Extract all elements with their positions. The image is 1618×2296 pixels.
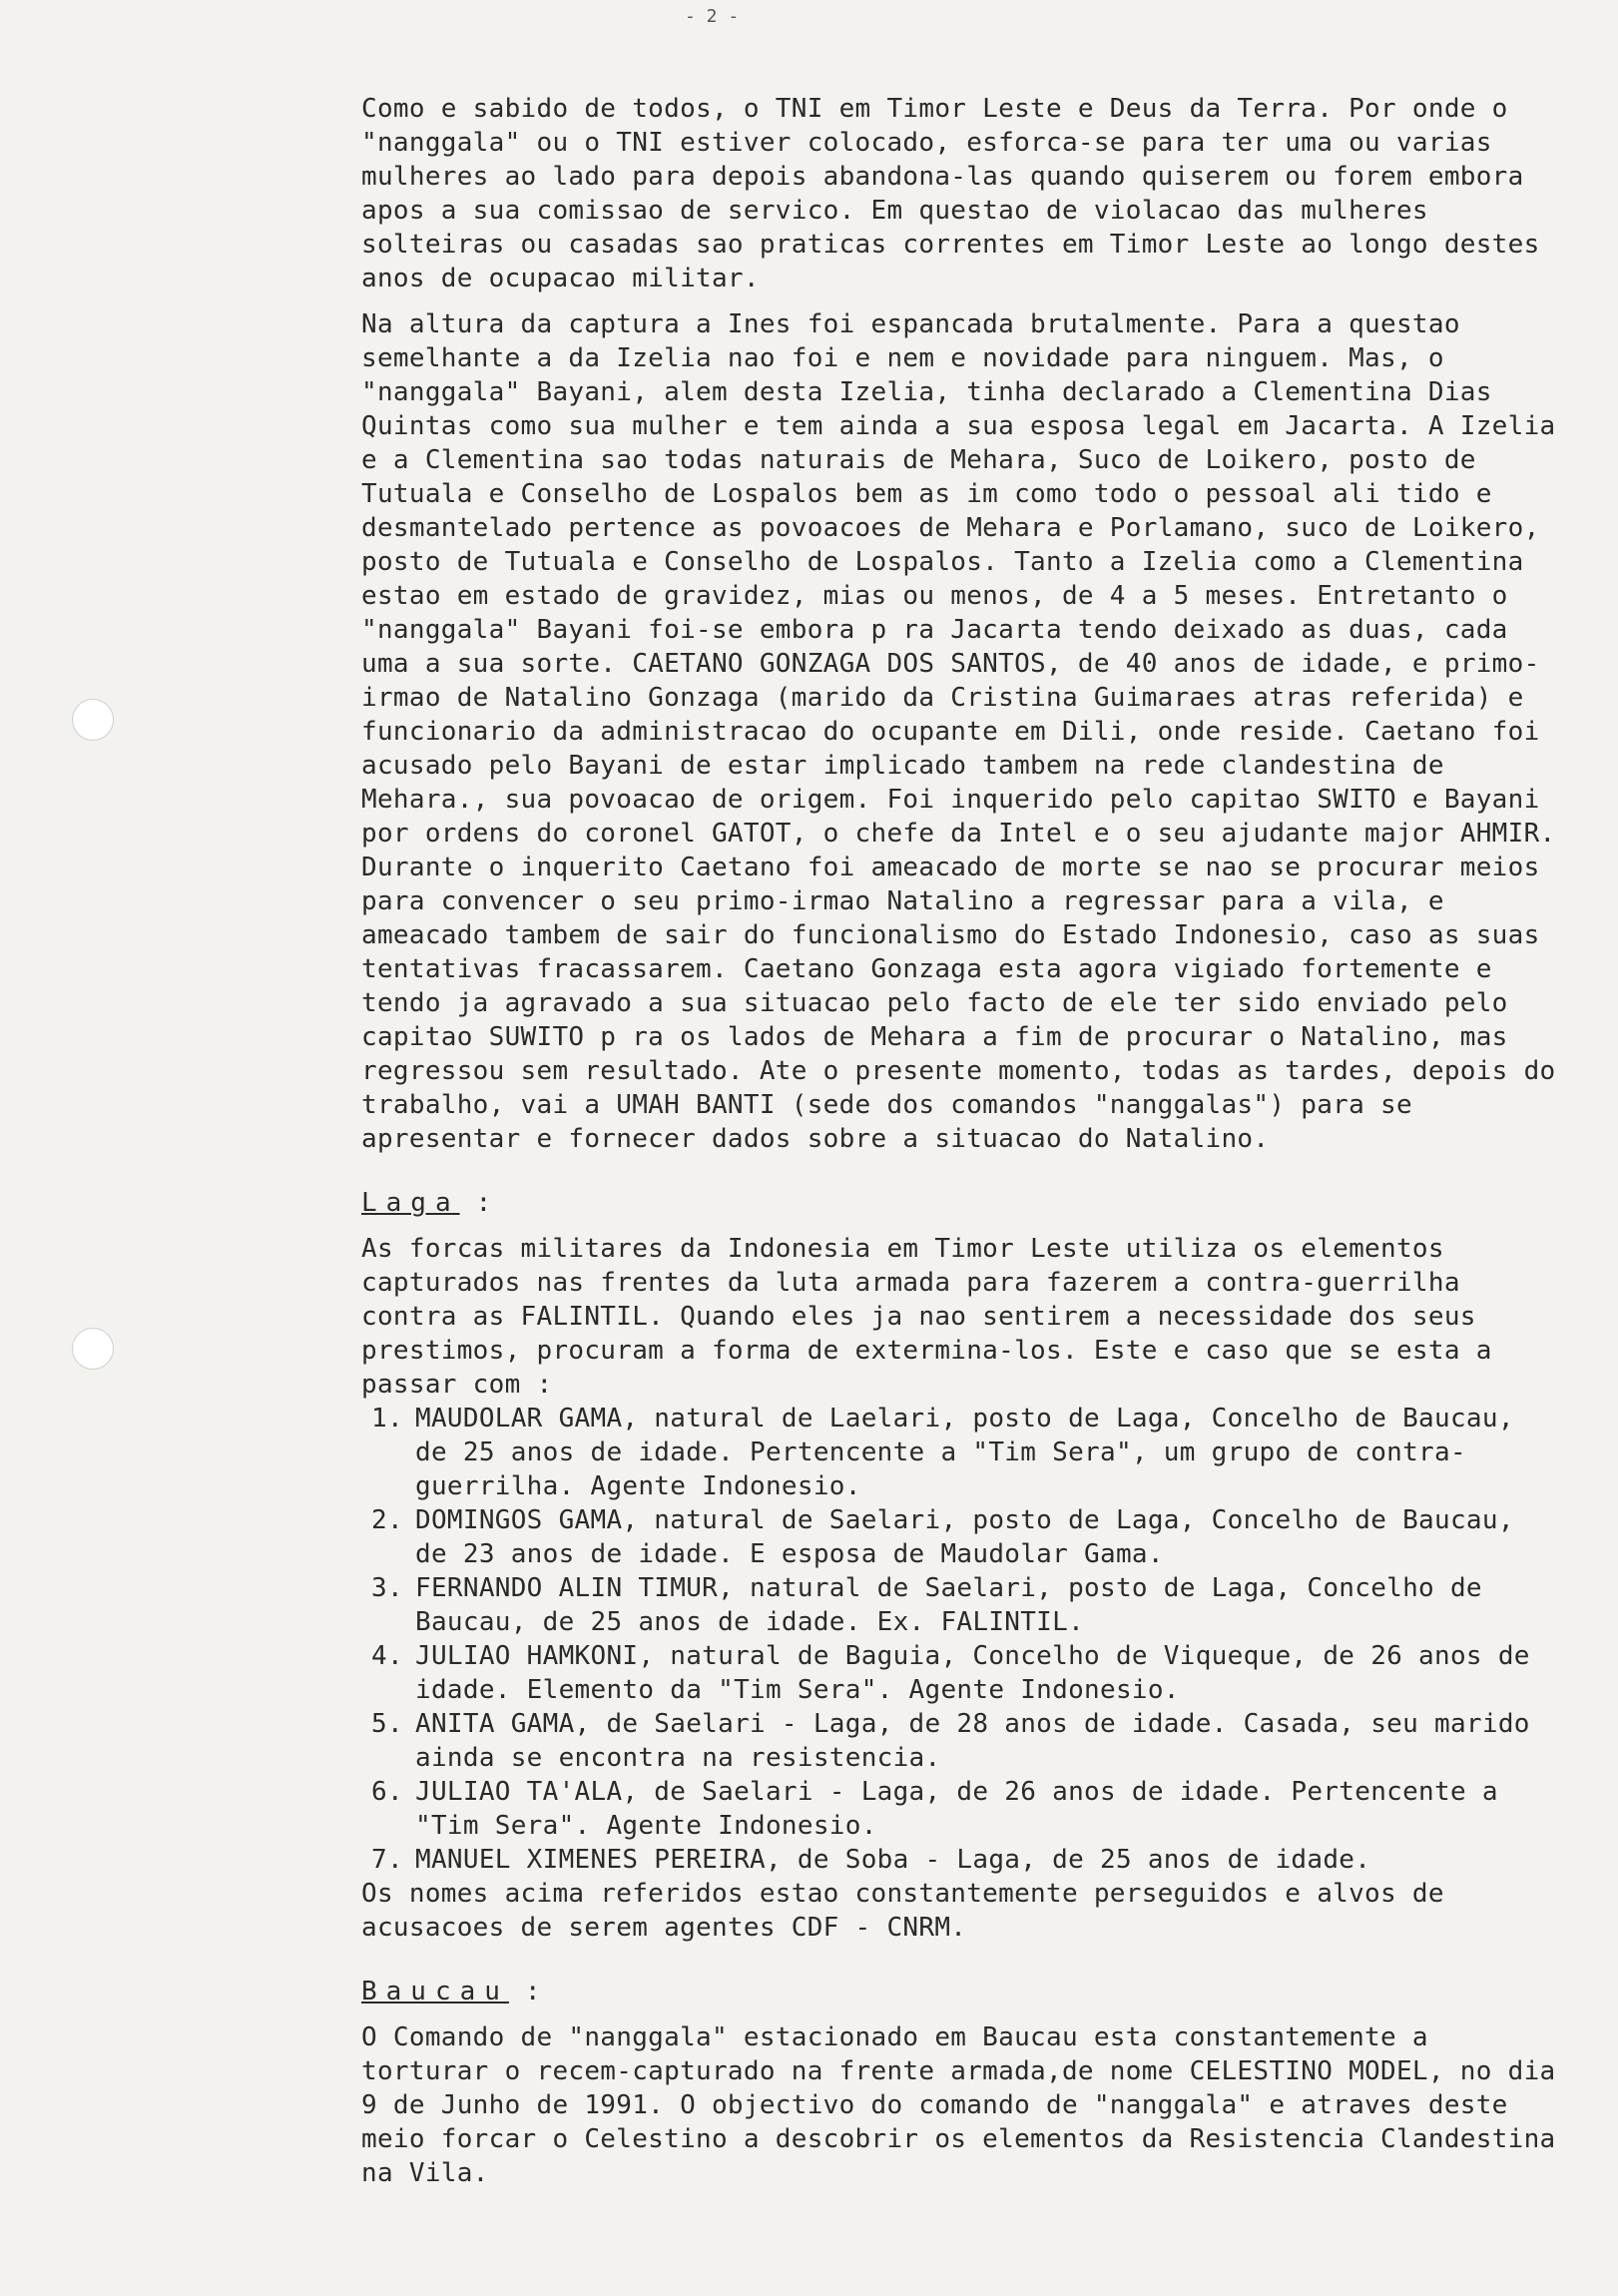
- list-item: 2. DOMINGOS GAMA, natural de Saelari, posto de Laga, Concelho de Baucau, de 23 anos de idade. E esposa de Maudolar Gama.: [371, 1505, 1514, 1569]
- list-item: 6. JULIAO TA'ALA, de Saelari - Laga, de 26 anos de idade. Pertencente a "Tim Sera". Agente Indonesio.: [371, 1777, 1498, 1841]
- laga-closing: Os nomes acima referidos estao constantemente perseguidos e alvos de acusacoes de serem agentes CDF - CNRM.: [361, 1879, 1444, 1943]
- paragraph: Na altura da captura a Ines foi espancada brutalmente. Para a questao semelhante a da Izelia nao foi e nem e novidade para ninguem. Mas, o "nanggala" Bayani, alem desta Izelia, tinha declarado a Clementina Dias Quintas como sua mulher e tem ainda a sua esposa legal em Jacarta. A Izelia e a Clementina sao todas naturais de Mehara, Suco de Loikero, posto de Tutuala e Conselho de Lospalos bem as im como todo o pessoal ali tido e desmantelado pertence as povoacoes de Mehara e Porlamano, suco de Loikero, posto de Tutuala e Conselho de Lospalos. Tanto a Izelia como a Clementina estao em estado de gravidez, mias ou menos, de 4 a 5 meses. Entretanto o "nanggala" Bayani foi-se embora p ra Jacarta tendo deixado as duas, cada uma a sua sorte. CAETANO GONZAGA DOS SANTOS, de 40 anos de idade, e primo-irmao de Natalino Gonzaga (marido da Cristina Guimaraes atras referida) e funcionario da administracao do ocupante em Dili, onde reside. Caetano foi acusado pelo Bayani de estar implicado tambem na rede clandestina de Mehara., sua povoacao de origem. Foi inquerido pelo capitao SWITO e Bayani por ordens do coronel GATOT, o chefe da Intel e o seu ajudante major AHMIR. Durante o inquerito Caetano foi ameacado de morte se nao se procurar meios para convencer o seu primo-irmao Natalino a regressar para a vila, e ameacado tambem de sair do funcionalismo do Estado Indonesio, caso as suas tentativas fracassarem. Caetano Gonzaga esta agora vigiado fortemente e tendo ja agravado a sua situacao pelo facto de ele ter sido enviado pelo capitao SUWITO p ra os lados de Mehara a fim de procurar o Natalino, mas regressou sem resultado. Ate o presente momento, todas as tardes, depois do trabalho, vai a UMAH BANTI (sede dos comandos "nanggalas") para se apresentar e fornecer dados sobre a situacao do Natalino.: [361, 309, 1556, 1154]
- section-heading-baucau: Baucau :: [361, 1977, 541, 2007]
- page-number: - 2 -: [685, 6, 740, 27]
- section-heading-laga: Laga :: [361, 1188, 492, 1218]
- list-item: 5. ANITA GAMA, de Saelari - Laga, de 28 anos de idade. Casada, seu marido ainda se encontra na resistencia.: [371, 1709, 1530, 1773]
- paragraph: Como e sabido de todos, o TNI em Timor Leste e Deus da Terra. Por onde o "nanggala" ou o TNI estiver colocado, esforca-se para ter uma ou varias mulheres ao lado para depois abandona-las quando quiserem ou forem embora apos a sua comissao de servico. Em questao de violacao das mulheres solteiras ou casadas sao praticas correntes em Timor Leste ao longo destes anos de ocupacao militar.: [361, 94, 1540, 293]
- laga-intro: As forcas militares da Indonesia em Timor Leste utiliza os elementos capturados nas frentes da luta armada para fazerem a contra-guerrilha contra as FALINTIL. Quando eles ja nao sentirem a necessidade dos seus prestimos, procuram a forma de extermina-los. Este e caso que se esta a passar com :: [361, 1234, 1492, 1400]
- heading-text: Baucau: [361, 1977, 509, 2007]
- list-item: 4. JULIAO HAMKONI, natural de Baguia, Concelho de Viqueque, de 26 anos de idade. Elemento da "Tim Sera". Agente Indonesio.: [371, 1641, 1530, 1705]
- list-item: 3. FERNANDO ALIN TIMUR, natural de Saelari, posto de Laga, Concelho de Baucau, de 25 anos de idade. Ex. FALINTIL.: [371, 1573, 1482, 1637]
- punch-hole: [72, 699, 114, 741]
- list-item: 7. MANUEL XIMENES PEREIRA, de Soba - Laga, de 25 anos de idade.: [371, 1845, 1371, 1875]
- document-body: [361, 92, 1559, 2190]
- list-item: 1. MAUDOLAR GAMA, natural de Laelari, posto de Laga, Concelho de Baucau, de 25 anos de idade. Pertencente a "Tim Sera", um grupo de contra-guerrilha. Agente Indonesio.: [371, 1404, 1514, 1501]
- punch-hole: [72, 1328, 114, 1370]
- name-list: [361, 1402, 1559, 1877]
- heading-text: Laga: [361, 1188, 460, 1218]
- baucau-paragraph: O Comando de "nanggala" estacionado em Baucau esta constantemente a torturar o recem-capturado na frente armada,de nome CELESTINO MODEL, no dia 9 de Junho de 1991. O objectivo do comando de "nanggala" e atraves deste meio forcar o Celestino a descobrir os elementos da Resistencia Clandestina na Vila.: [361, 2022, 1556, 2188]
